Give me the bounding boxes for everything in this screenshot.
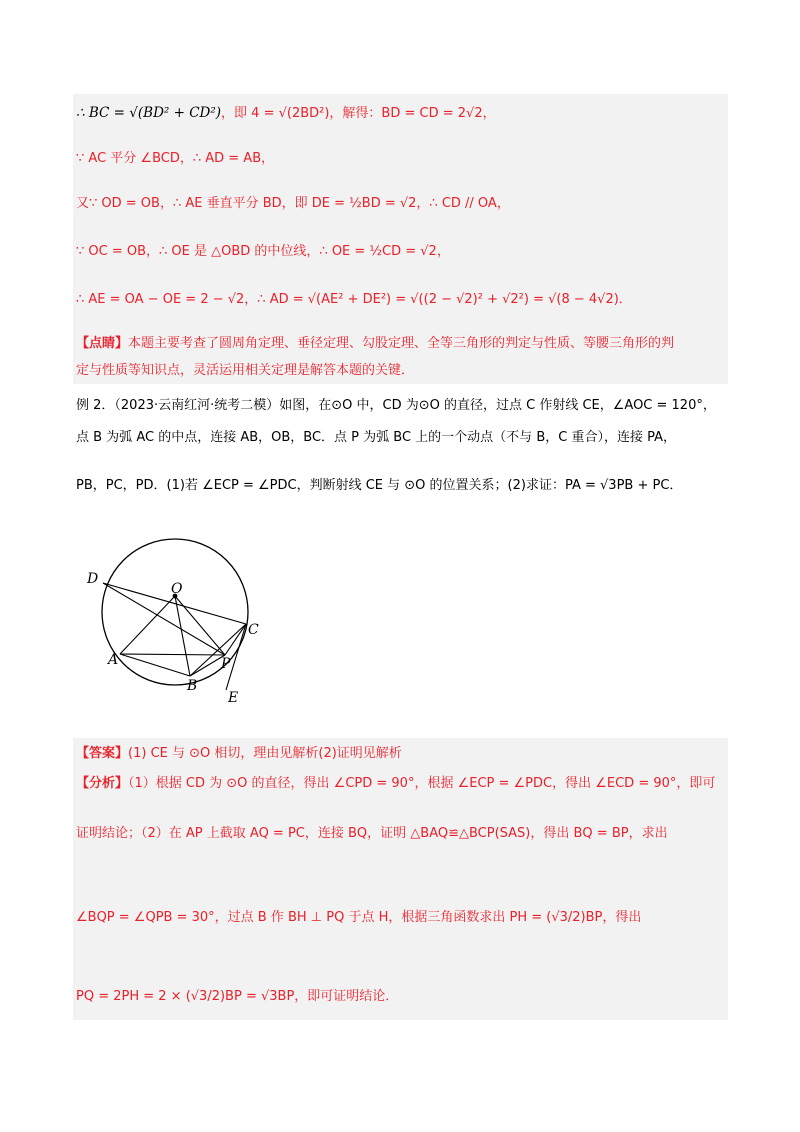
- solution-line-4: ∵ OC = OB，∴ OE 是 △OBD 的中位线，∴ OE = ½CD = √2，: [76, 244, 450, 259]
- label-P: P: [221, 656, 231, 672]
- answer-tag: 【答案】: [76, 746, 129, 761]
- label-O: O: [171, 581, 183, 597]
- solution-line-1-math: ∴ BC = √(BD² + CD²): [76, 105, 222, 121]
- analysis-text-1: （1）根据 CD 为 ⊙O 的直径，得出 ∠CPD = 90°，根据 ∠ECP = ∠PDC，得出 ∠ECD = 90°，即可: [128, 776, 716, 791]
- label-A: A: [108, 652, 119, 668]
- solution-line-1-text: ，即 4 = √(2BD²)，解得：BD = CD = 2√2，: [221, 106, 496, 121]
- analysis-line-4: PQ = 2PH = 2 × (√3/2)BP = √3BP，即可证明结论．: [76, 989, 399, 1004]
- analysis-tag: 【分析】: [76, 776, 129, 791]
- geometry-figure: [80, 520, 280, 720]
- label-E: E: [228, 690, 239, 706]
- comment-tag: 【点睛】: [76, 336, 129, 351]
- label-C: C: [248, 622, 259, 638]
- analysis-line-1: [76, 773, 730, 794]
- problem-line-2: 点 B 为弧 AC 的中点，连接 AB，OB，BC．点 P 为弧 BC 上的一个动点（不与 B，C 重合），连接 PA，: [76, 430, 676, 445]
- analysis-line-2: 证明结论；（2）在 AP 上截取 AQ = PC，连接 BQ，证明 △BAQ≌△BCP(SAS)，得出 BQ = BP，求出: [76, 826, 668, 841]
- solution-line-3: 又∵ OD = OB，∴ AE 垂直平分 BD，即 DE = ½BD = √2，∴ CD // OA，: [76, 196, 510, 211]
- label-B: B: [187, 678, 198, 694]
- comment-text-1: 本题主要考查了圆周角定理、垂径定理、勾股定理、全等三角形的判定与性质、等腰三角形的判: [128, 336, 675, 351]
- comment-line-1: [76, 333, 730, 354]
- analysis-line-3: ∠BQP = ∠QPB = 30°，过点 B 作 BH ⊥ PQ 于点 H，根据三角函数求出 PH = (√3/2)BP，得出: [76, 910, 642, 925]
- solution-line-2: ∵ AC 平分 ∠BCD，∴ AD = AB，: [76, 151, 275, 166]
- comment-line-2: 定与性质等知识点，灵活运用相关定理是解答本题的关键．: [76, 363, 415, 378]
- problem-line-3: PB，PC，PD．(1)若 ∠ECP = ∠PDC，判断射线 CE 与 ⊙O 的位置关系；(2)求证：PA = √3PB + PC．: [76, 478, 683, 493]
- answer-text: (1) CE 与 ⊙O 相切，理由见解析(2)证明见解析: [128, 746, 402, 761]
- problem-line-1: 例 2．（2023·云南红河·统考二模）如图，在⊙O 中，CD 为⊙O 的直径，过点 C 作射线 CE，∠AOC = 120°，: [76, 398, 716, 413]
- solution-line-5: ∴ AE = OA − OE = 2 − √2，∴ AD = √(AE² + DE²) = √((2 − √2)² + √2²) = √(8 − 4√2)．: [76, 292, 632, 307]
- solution-line-1: [76, 103, 730, 124]
- answer-line: [76, 743, 730, 764]
- label-D: D: [87, 571, 99, 587]
